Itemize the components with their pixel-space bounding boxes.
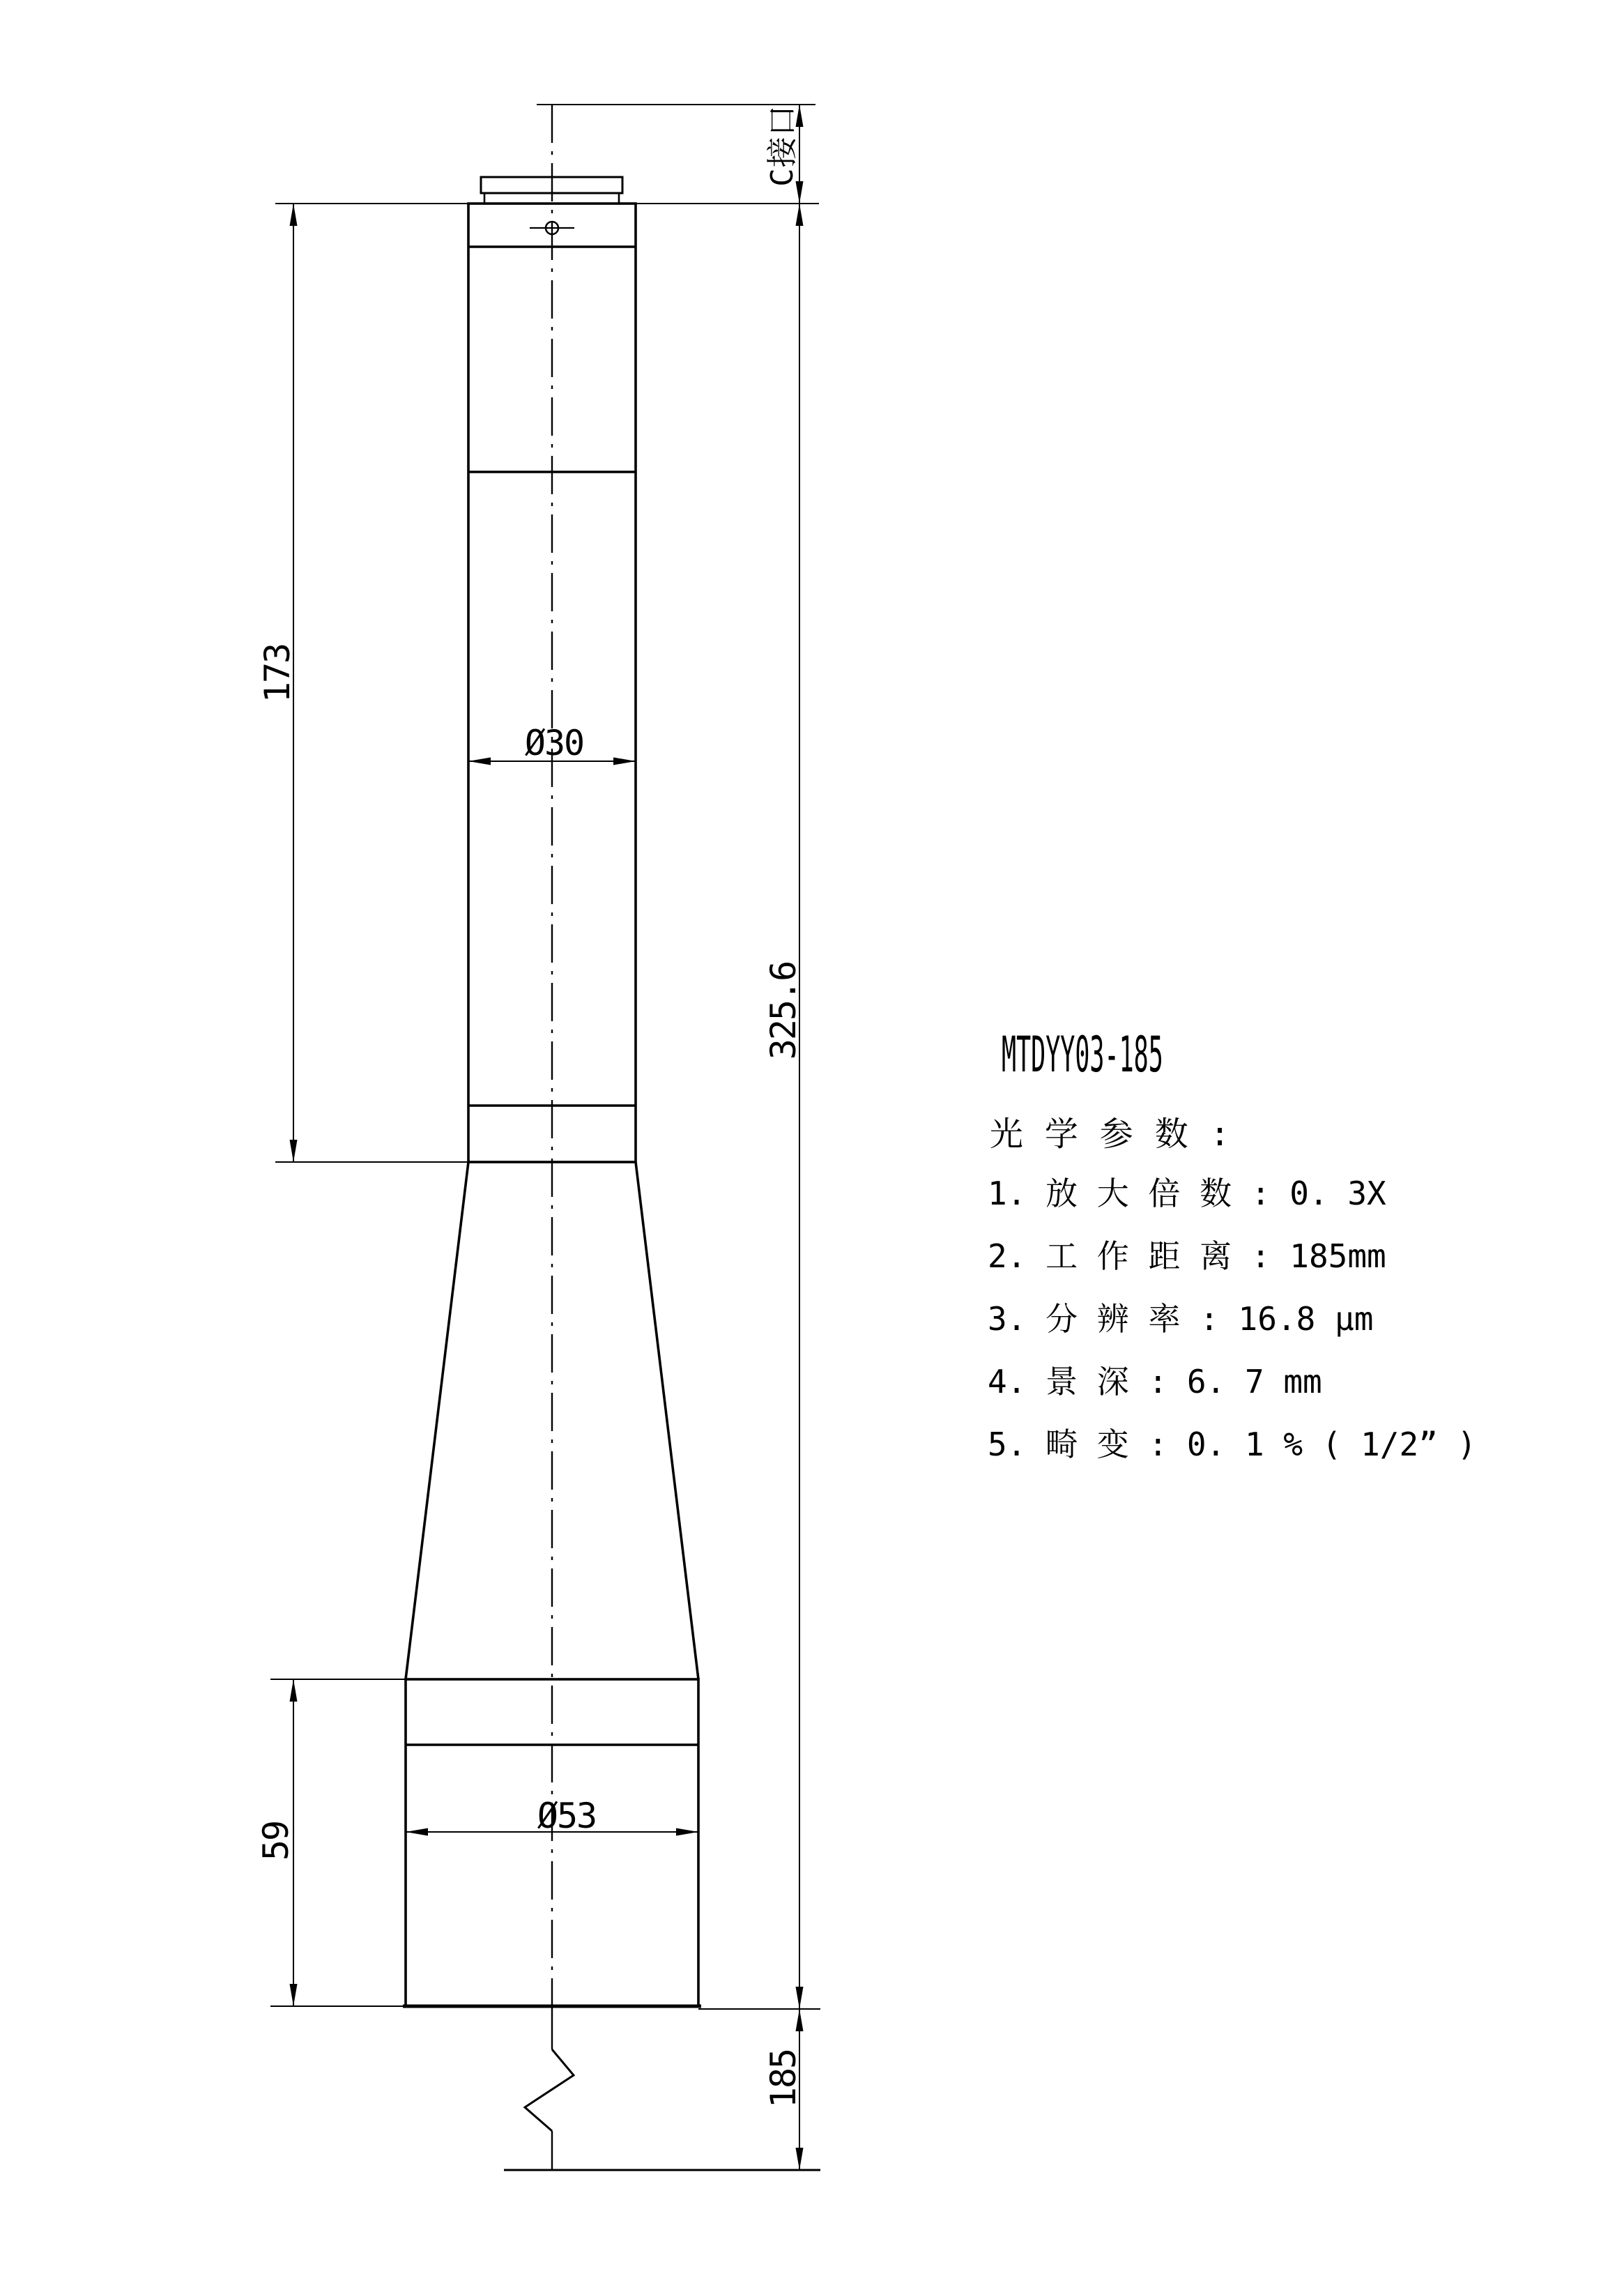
arrowhead: [290, 1679, 298, 1702]
arrowhead: [290, 1984, 298, 2006]
dim-label-173: 173: [257, 643, 298, 703]
arrowhead: [676, 1828, 698, 1836]
arrowhead: [468, 758, 491, 765]
notes-header: 光 学 参 数 :: [990, 1115, 1231, 1154]
dimension-arrowheads: [290, 105, 804, 2170]
note-item-magnification: 1. 放 大 倍 数 : 0. 3X: [988, 1175, 1386, 1212]
arrowhead: [290, 204, 298, 226]
dim-label-325-6: 325.6: [763, 961, 804, 1060]
model-number: MTDYY03-185: [1002, 1026, 1163, 1083]
dim-label-d53: Ø53: [537, 1796, 597, 1836]
dim-label-185: 185: [763, 2049, 804, 2109]
dim-label-c-mount: C接口: [765, 105, 800, 187]
arrowhead: [406, 1828, 428, 1836]
note-item-working-distance: 2. 工 作 距 离 : 185mm: [988, 1237, 1386, 1275]
dim-label-59: 59: [256, 1821, 296, 1861]
arrowhead: [613, 758, 636, 765]
center-axis: [525, 105, 574, 2170]
dimension-lines: [293, 105, 799, 2170]
arrowhead: [796, 204, 804, 226]
arrowhead: [796, 2148, 804, 2170]
extension-lines: [270, 105, 820, 2170]
dim-label-d30: Ø30: [524, 723, 584, 763]
note-item-distortion: 5. 畸 变 : 0. 1 % ( 1/2” ): [988, 1426, 1477, 1463]
arrowhead: [796, 1987, 804, 2009]
cone-left-edge: [406, 1162, 468, 1679]
arrowhead: [290, 1140, 298, 1162]
arrowhead: [796, 2009, 804, 2031]
note-item-resolution: 3. 分 辨 率 : 16.8 μm: [988, 1300, 1374, 1338]
break-symbol-zigzag: [525, 2049, 574, 2131]
note-item-depth-of-field: 4. 景 深 : 6. 7 mm: [988, 1363, 1322, 1400]
cone-right-edge: [636, 1162, 698, 1679]
